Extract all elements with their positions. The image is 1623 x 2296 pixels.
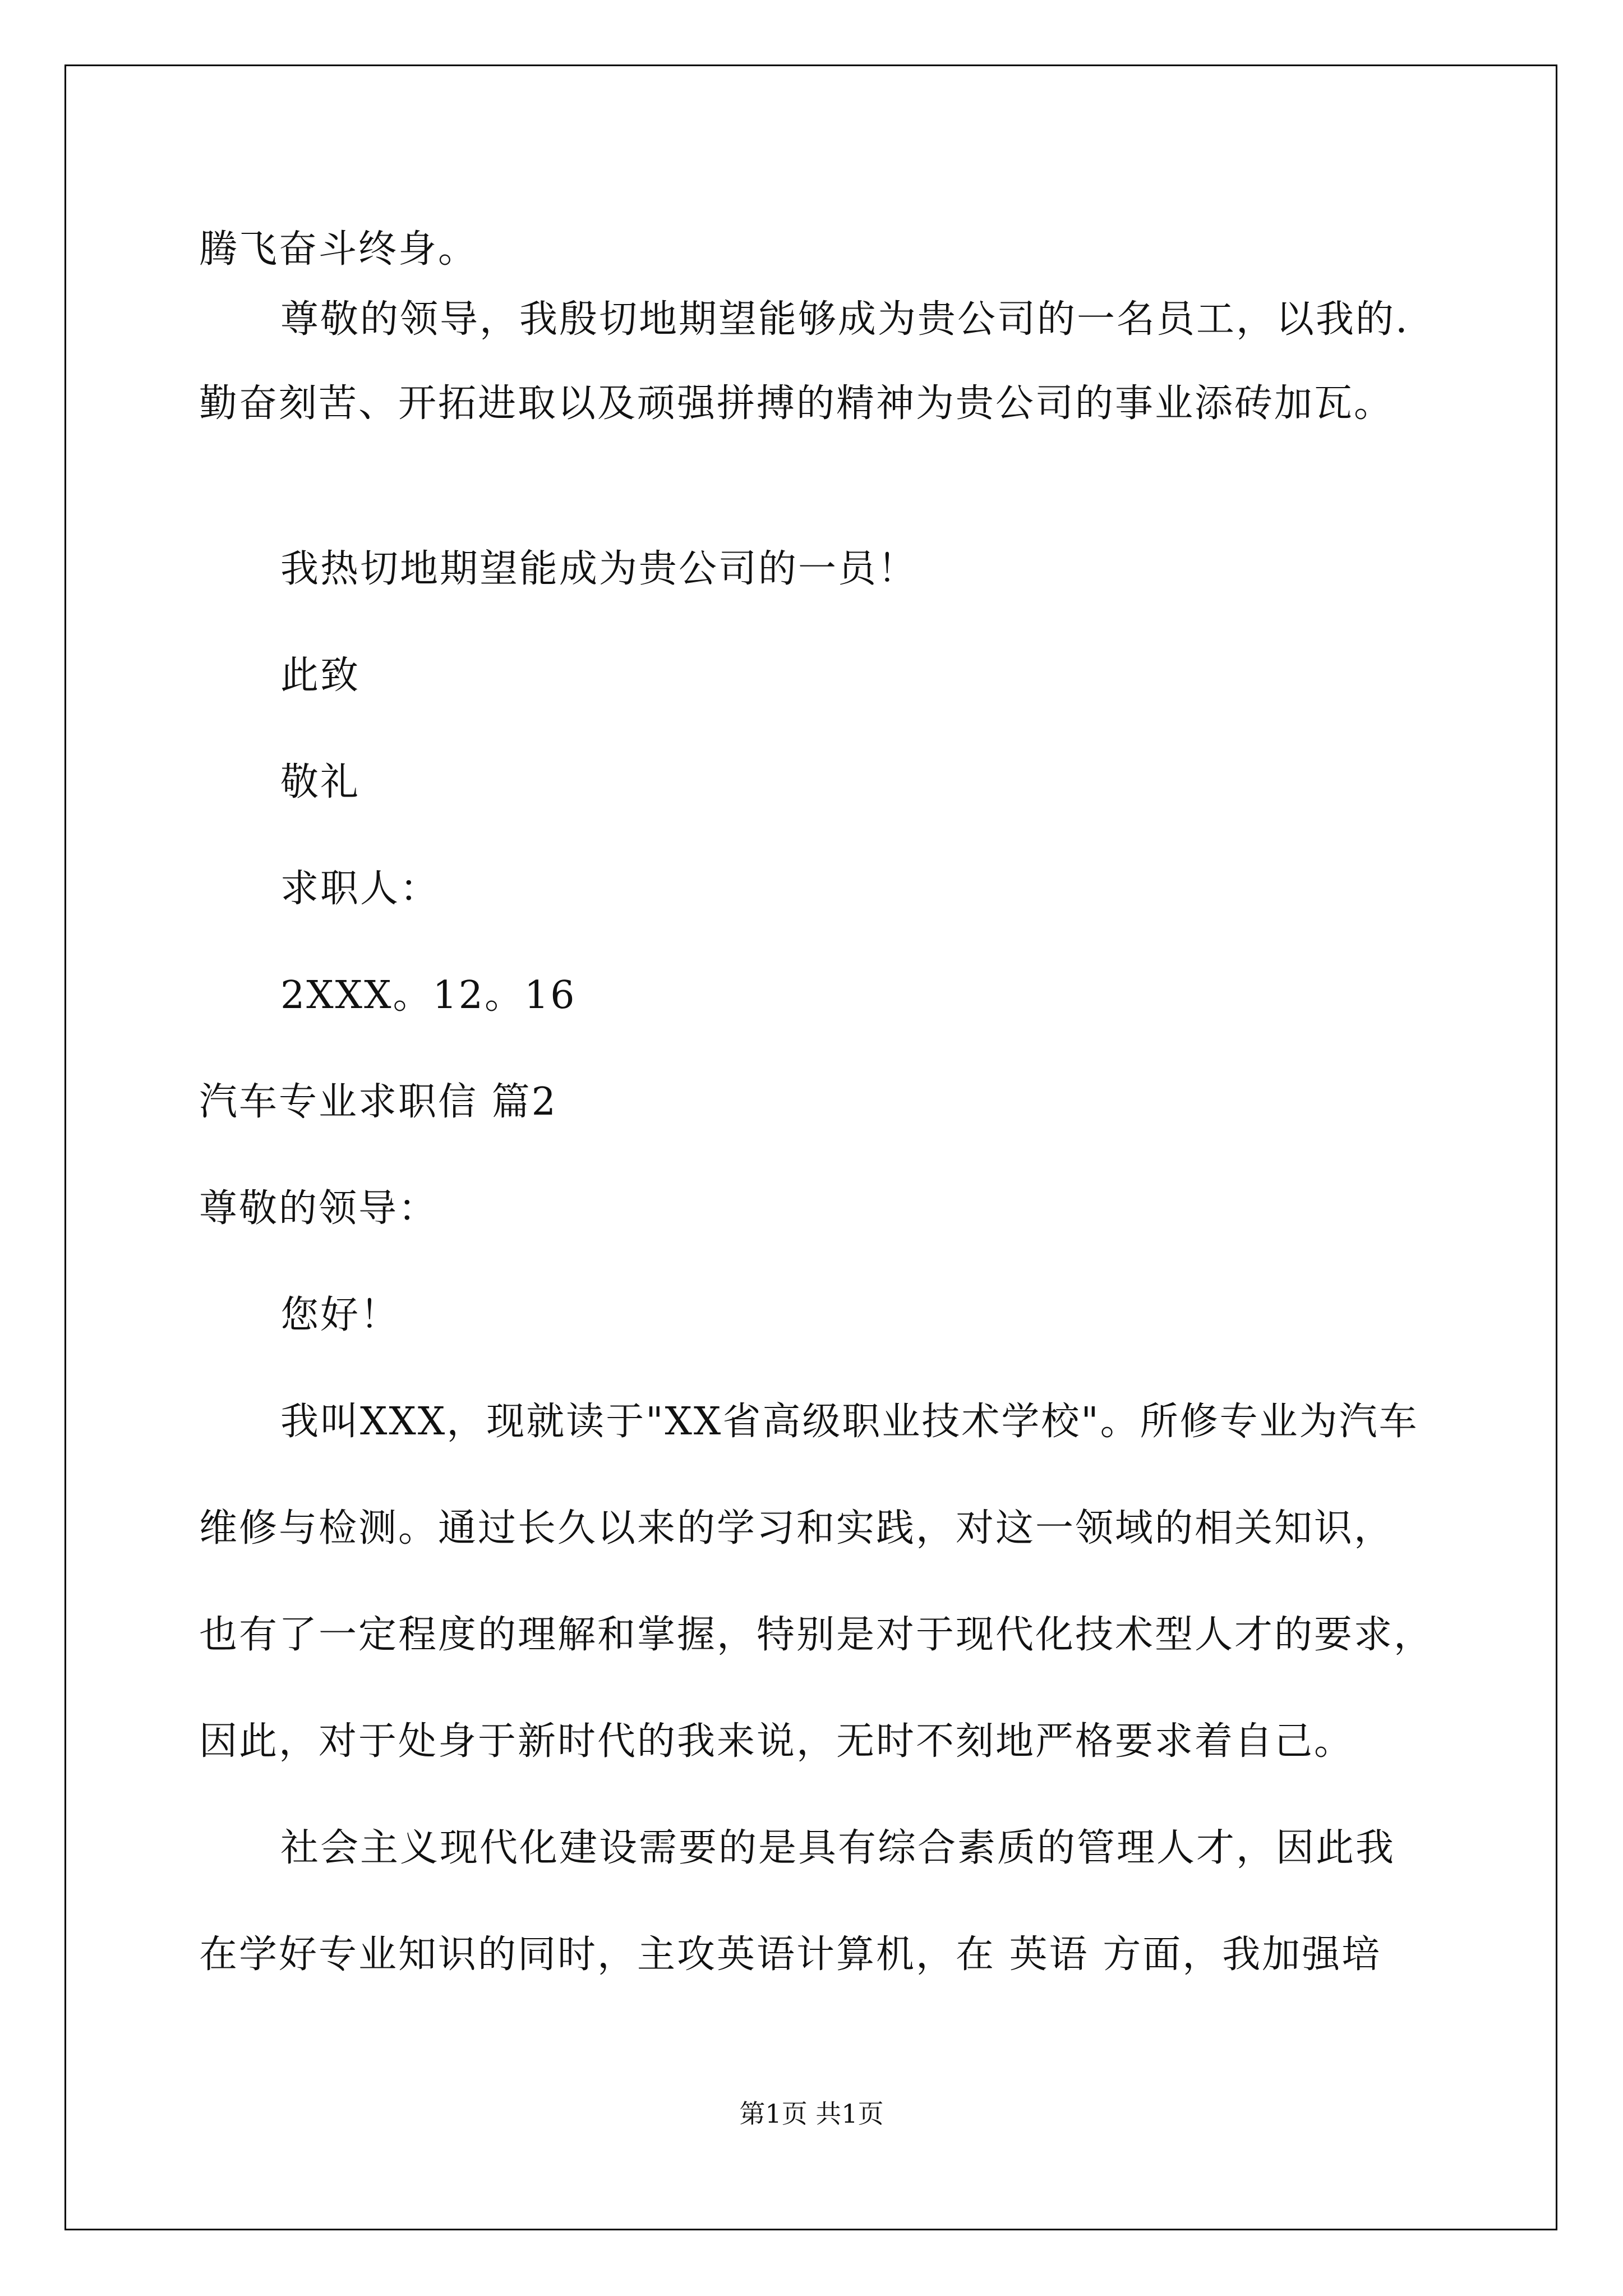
salutation: 尊敬的领导：: [199, 1186, 439, 1231]
text-line: 维修与检测。通过长久以来的学习和实践，对这一领域的相关知识，: [199, 1506, 1394, 1550]
section-heading: 汽车专业求职信 篇2: [199, 1080, 557, 1124]
text-line: 我热切地期望能成为贵公司的一员！: [280, 547, 918, 591]
page-footer: 第1页 共1页: [739, 2099, 884, 2129]
text-line: 我叫XXX，现就读于"XX省高级职业技术学校"。所修专业为汽车: [280, 1400, 1419, 1444]
text-line: 求职人：: [280, 867, 440, 911]
greeting: 您好！: [280, 1293, 400, 1337]
text-line: 因此，对于处身于新时代的我来说，无时不刻地严格要求着自己。: [199, 1719, 1354, 1764]
text-line: 在学好专业知识的同时，主攻英语计算机，在 英语 方面，我加强培: [199, 1932, 1382, 1977]
text-line: 敬礼: [280, 760, 361, 804]
text-line: 社会主义现代化建设需要的是具有综合素质的管理人才，因此我: [280, 1826, 1396, 1870]
text-line: 此致: [280, 654, 361, 698]
text-line: 2XXX。12。16: [280, 973, 577, 1018]
text-line: 腾飞奋斗终身。: [199, 227, 478, 272]
text-line: 勤奋刻苦、开拓进取以及顽强拼搏的精神为贵公司的事业添砖加瓦。: [199, 381, 1394, 426]
text-line: 也有了一定程度的理解和掌握，特别是对于现代化技术型人才的要求，: [199, 1613, 1434, 1657]
text-line: 尊敬的领导，我殷切地期望能够成为贵公司的一名员工，以我的.: [280, 297, 1409, 342]
